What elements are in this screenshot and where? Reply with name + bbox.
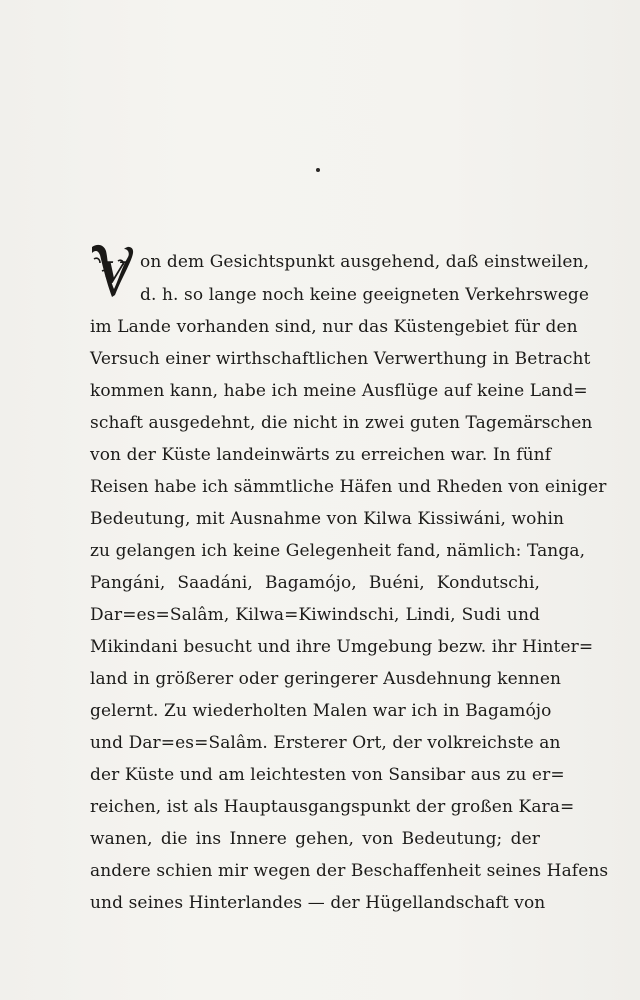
text-line: Versuch einer wirthschaftlichen Verwerthung in Betracht <box>90 349 591 369</box>
text-line: andere schien mir wegen der Beschaffenheit seines Hafens <box>90 861 609 881</box>
text-line: land in größerer oder geringerer Ausdehnung kennen <box>90 669 562 689</box>
text-line: Dar=es=Salâm, Kilwa=Kiwindschi, Lindi, Sudi und <box>90 605 540 625</box>
text-line: kommen kann, habe ich meine Ausflüge auf keine Land= <box>90 381 588 401</box>
drop-cap-letter: V <box>101 256 125 291</box>
text-line: Pangáni, Saadáni, Bagamójo, Buéni, Kondutschi, <box>90 573 540 593</box>
ornament-dot <box>316 168 320 172</box>
text-line: schaft ausgedehnt, die nicht in zwei guten Tagemärschen <box>90 413 593 433</box>
text-line: Bedeutung, mit Ausnahme von Kilwa Kissiwáni, wohin <box>90 509 565 529</box>
text-line: wanen, die ins Innere gehen, von Bedeutung; der <box>90 829 540 849</box>
text-line: d. h. so lange noch keine geeigneten Verkehrswege <box>140 285 590 305</box>
text-line: von der Küste landeinwärts zu erreichen war. In fünf <box>90 445 552 465</box>
text-line: zu gelangen ich keine Gelegenheit fand, nämlich: Tanga, <box>90 541 586 561</box>
text-line: reichen, ist als Hauptausgangspunkt der großen Kara= <box>90 797 575 817</box>
text-line: Reisen habe ich sämmtliche Häfen und Rheden von einiger <box>90 477 607 497</box>
text-line: on dem Gesichtspunkt ausgehend, daß einstweilen, <box>140 252 590 272</box>
text-line: Mikindani besucht und ihre Umgebung bezw. ihr Hinter= <box>90 637 594 657</box>
text-line: im Lande vorhanden sind, nur das Küstengebiet für den <box>90 317 578 337</box>
text-line: und seines Hinterlandes — der Hügellandschaft von <box>90 893 546 913</box>
text-line: und Dar=es=Salâm. Ersterer Ort, der volkreichste an <box>90 733 561 753</box>
drop-cap-initial <box>88 241 136 299</box>
text-line: gelernt. Zu wiederholten Malen war ich in Bagamójo <box>90 701 552 721</box>
text-line: der Küste und am leichtesten von Sansibar aus zu er= <box>90 765 565 785</box>
